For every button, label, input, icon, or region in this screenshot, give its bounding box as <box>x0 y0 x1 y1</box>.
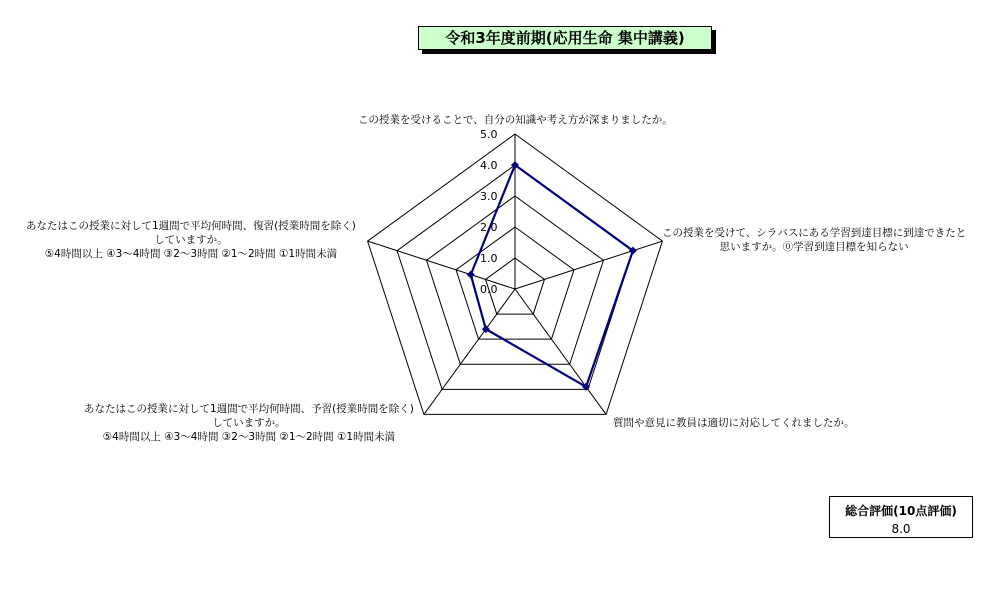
axis-label-response: 質問や意見に教員は適切に対応してくれましたか。 <box>613 417 855 429</box>
tick-label-1: 1.0 <box>480 252 498 265</box>
chart-title: 令和3年度前期(応用生命 集中講義) <box>418 26 712 50</box>
axis-label-review: あなたはこの授業に対して1週間で平均何時間、復習(授業時間を除く) していますか。 ⑤4時間以上 ④3～4時間 ③2～3時間 ②1～2時間 ①1時間未満 <box>26 220 356 260</box>
tick-label-4: 4.0 <box>480 159 498 172</box>
axis-label-goal: この授業を受けて、シラバスにある学習到達目標に到達できたと 思いますか。⓪学習到達目標を知らない <box>662 227 967 253</box>
axis-spoke-1 <box>515 241 662 289</box>
axis-label-knowledge: この授業を受けることで、自分の知識や考え方が深まりましたか。 <box>358 114 673 126</box>
tick-label-5: 5.0 <box>480 128 498 141</box>
axis-spoke-2 <box>515 289 606 414</box>
data-point-4 <box>467 271 475 279</box>
overall-score-box <box>829 496 973 538</box>
tick-label-0: 0.0 <box>480 283 498 296</box>
overall-score-value: 8.0 <box>891 522 911 536</box>
axis-spoke-3 <box>424 289 515 414</box>
tick-label-3: 3.0 <box>480 190 498 203</box>
tick-label-2: 2.0 <box>480 221 498 234</box>
axis-spoke-4 <box>368 241 515 289</box>
overall-score-label: 総合評価(10点評価) <box>845 504 957 518</box>
axis-label-preparation: あなたはこの授業に対して1週間で平均何時間、予習(授業時間を除く) していますか。 ⑤4時間以上 ④3～4時間 ③2～3時間 ②1～2時間 ①1時間未満 <box>84 403 414 443</box>
